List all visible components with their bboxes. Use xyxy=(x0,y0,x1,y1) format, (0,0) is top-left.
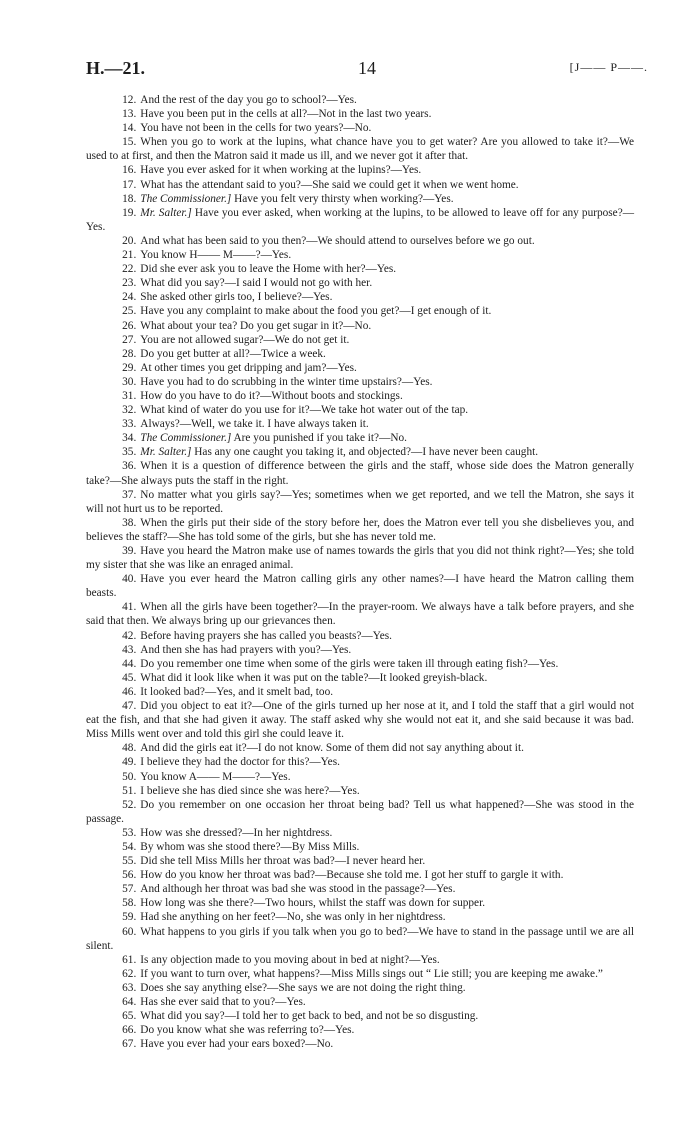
question-number: 36. xyxy=(122,460,137,473)
testimony-paragraph xyxy=(86,784,634,798)
question-answer-text: What happens to you girls if you talk when you go to bed?—We have to stand in the passage until we are all silent. xyxy=(86,925,634,952)
testimony-paragraph xyxy=(86,248,634,262)
question-number: 54. xyxy=(122,840,137,853)
testimony-paragraph xyxy=(86,347,634,361)
question-answer-text: What has the attendant said to you?—She said we could get it when we went home. xyxy=(140,178,519,191)
speaker-label: The Commissioner.] xyxy=(140,432,232,445)
testimony-paragraph xyxy=(86,798,634,826)
question-number: 51. xyxy=(122,784,137,797)
testimony-paragraph xyxy=(86,925,634,953)
question-number: 50. xyxy=(122,770,137,783)
testimony-paragraph xyxy=(86,657,634,671)
testimony-paragraph xyxy=(86,629,634,643)
question-number: 14. xyxy=(122,122,137,135)
question-number: 63. xyxy=(122,981,137,994)
question-answer-text: You know H—— M——?—Yes. xyxy=(140,249,292,262)
testimony-paragraph xyxy=(86,981,634,995)
question-answer-text: Did she ever ask you to leave the Home with her?—Yes. xyxy=(140,263,397,276)
testimony-paragraph xyxy=(86,770,634,784)
testimony-paragraph xyxy=(86,600,634,628)
question-answer-text: You know A—— M——?—Yes. xyxy=(140,770,291,783)
question-number: 56. xyxy=(122,869,137,882)
question-number: 22. xyxy=(122,263,137,276)
question-number: 33. xyxy=(122,418,137,431)
question-answer-text: Have you felt very thirsty when working?—Yes. xyxy=(234,192,454,205)
testimony-paragraph xyxy=(86,910,634,924)
testimony-paragraph xyxy=(86,361,634,375)
testimony-paragraph xyxy=(86,121,634,135)
question-answer-text: Have you any complaint to make about the food you get?—I get enough of it. xyxy=(140,305,492,318)
testimony-paragraph xyxy=(86,755,634,769)
testimony-paragraph xyxy=(86,671,634,685)
question-number: 15. xyxy=(122,136,137,149)
question-number: 13. xyxy=(122,108,137,121)
question-answer-text: Is any objection made to you moving about in bed at night?—Yes. xyxy=(140,953,440,966)
testimony-paragraph xyxy=(86,840,634,854)
testimony-paragraph xyxy=(86,206,634,234)
testimony-paragraph xyxy=(86,643,634,657)
question-answer-text: Does she say anything else?—She says we are not doing the right thing. xyxy=(140,981,466,994)
question-number: 40. xyxy=(122,573,137,586)
testimony-paragraph xyxy=(86,459,634,487)
testimony-paragraph xyxy=(86,896,634,910)
testimony-paragraph xyxy=(86,685,634,699)
question-answer-text: No matter what you girls say?—Yes; sometimes when we get reported, and we tell the Matron, she says it will not hurt us to be reported. xyxy=(86,488,634,515)
question-answer-text: By whom was she stood there?—By Miss Mills. xyxy=(140,840,360,853)
testimony-paragraph xyxy=(86,403,634,417)
question-number: 12. xyxy=(122,94,137,106)
question-answer-text: If you want to turn over, what happens?—Miss Mills sings out “ Lie still; you are keeping me awake.” xyxy=(140,967,603,980)
question-number: 31. xyxy=(122,389,137,402)
testimony-paragraph xyxy=(86,1009,634,1023)
testimony-paragraph xyxy=(86,163,634,177)
testimony-paragraph xyxy=(86,826,634,840)
question-number: 26. xyxy=(122,319,137,332)
question-answer-text: I believe they had the doctor for this?—Yes. xyxy=(140,756,340,769)
question-answer-text: What kind of water do you use for it?—We take hot water out of the tap. xyxy=(140,404,469,417)
question-answer-text: Have you ever heard the Matron calling girls any other names?—I have heard the Matron calling them beasts. xyxy=(86,573,634,600)
testimony-paragraph xyxy=(86,389,634,403)
testimony-paragraph xyxy=(86,178,634,192)
question-answer-text: Have you ever had your ears boxed?—No. xyxy=(140,1038,334,1051)
question-answer-text: And the rest of the day you go to school?—Yes. xyxy=(140,94,357,106)
question-answer-text: When all the girls have been together?—In the prayer-room. We always have a talk before prayers, and she said that then. We always bring up our grievances then. xyxy=(86,601,634,628)
testimony-paragraph xyxy=(86,882,634,896)
question-number: 17. xyxy=(122,178,137,191)
question-answer-text: Did you object to eat it?—One of the girls turned up her nose at it, and I told the staff that a girl would not eat the fish, and that she had given it away. The staff asked why she would not eat it, and she said because it was bad. Miss Mills went over and told this girl she could leave it. xyxy=(86,700,634,741)
question-answer-text: Have you heard the Matron make use of names towards the girls that you did not think right?—Yes; she told my sister that she was like an enraged animal. xyxy=(86,545,634,572)
testimony-paragraph xyxy=(86,1023,634,1037)
question-number: 44. xyxy=(122,657,137,670)
question-number: 45. xyxy=(122,671,137,684)
testimony-paragraph xyxy=(86,741,634,755)
question-answer-text: And did the girls eat it?—I do not know. Some of them did not say anything about it. xyxy=(140,742,524,755)
testimony-paragraph xyxy=(86,234,634,248)
question-number: 67. xyxy=(122,1038,137,1051)
question-answer-text: Had she anything on her feet?—No, she was only in her nightdress. xyxy=(140,911,446,924)
testimony-paragraph xyxy=(86,93,634,107)
question-number: 55. xyxy=(122,855,137,868)
question-answer-text: Has any one caught you taking it, and objected?—I have never been caught. xyxy=(194,446,539,459)
question-number: 46. xyxy=(122,685,137,698)
question-number: 58. xyxy=(122,897,137,910)
question-number: 28. xyxy=(122,347,137,360)
question-number: 66. xyxy=(122,1024,137,1037)
question-number: 64. xyxy=(122,996,137,1008)
testimony-paragraph xyxy=(86,967,634,981)
question-number: 39. xyxy=(122,545,137,557)
question-answer-text: You have not been in the cells for two years?—No. xyxy=(140,122,372,135)
testimony-paragraph xyxy=(86,107,634,121)
question-answer-text: She asked other girls too, I believe?—Yes. xyxy=(140,291,333,304)
question-answer-text: Have you had to do scrubbing in the winter time upstairs?—Yes. xyxy=(140,375,433,388)
testimony-paragraph xyxy=(86,276,634,290)
testimony-paragraph xyxy=(86,1037,634,1051)
question-number: 30. xyxy=(122,375,137,388)
question-answer-text: Do you know what she was referring to?—Yes. xyxy=(140,1024,355,1037)
question-number: 61. xyxy=(122,953,137,966)
question-number: 48. xyxy=(122,742,137,755)
question-number: 16. xyxy=(122,164,137,177)
page-number: 14 xyxy=(358,58,376,78)
question-answer-text: You are not allowed sugar?—We do not get it. xyxy=(140,333,350,346)
question-answer-text: Do you get butter at all?—Twice a week. xyxy=(140,347,326,360)
testimony-paragraph xyxy=(86,262,634,276)
question-answer-text: And although her throat was bad she was stood in the passage?—Yes. xyxy=(140,883,456,896)
question-number: 24. xyxy=(122,291,137,304)
question-answer-text: What about your tea? Do you get sugar in it?—No. xyxy=(140,319,372,332)
testimony-paragraph xyxy=(86,995,634,1009)
question-answer-text: And then she has had prayers with you?—Yes. xyxy=(140,643,352,656)
question-answer-text: Has she ever said that to you?—Yes. xyxy=(140,996,306,1008)
question-number: 42. xyxy=(122,629,137,642)
testimony-paragraph xyxy=(86,304,634,318)
question-answer-text: What did you say?—I told her to get back to bed, and not be so disgusting. xyxy=(140,1010,479,1023)
question-number: 25. xyxy=(122,305,137,318)
question-answer-text: At other times you get dripping and jam?—Yes. xyxy=(140,361,357,374)
question-answer-text: What did it look like when it was put on the table?—It looked greyish-black. xyxy=(140,671,488,684)
question-number: 29. xyxy=(122,361,137,374)
testimony-paragraph xyxy=(86,488,634,516)
testimony-paragraph xyxy=(86,431,634,445)
question-number: 32. xyxy=(122,404,137,417)
witness-initials: [J—— P——. xyxy=(569,60,648,74)
testimony-paragraph xyxy=(86,333,634,347)
question-number: 18. xyxy=(122,192,137,205)
question-answer-text: Do you remember on one occasion her throat being bad? Tell us what happened?—She was stood in the passage. xyxy=(86,798,634,825)
question-answer-text: Are you punished if you take it?—No. xyxy=(233,432,407,445)
question-answer-text: How do you have to do it?—Without boots and stockings. xyxy=(140,389,403,402)
testimony-paragraph xyxy=(86,572,634,600)
testimony-paragraph xyxy=(86,854,634,868)
question-answer-text: How was she dressed?—In her nightdress. xyxy=(140,826,333,839)
page-header xyxy=(86,58,648,84)
question-number: 49. xyxy=(122,756,137,769)
question-number: 57. xyxy=(122,883,137,896)
question-answer-text: It looked bad?—Yes, and it smelt bad, too. xyxy=(140,685,334,698)
question-number: 37. xyxy=(122,488,137,501)
question-answer-text: Have you ever asked, when working at the lupins, to be allowed to leave off for any purpose?—Yes. xyxy=(86,206,635,233)
question-number: 65. xyxy=(122,1010,137,1023)
question-answer-text: When it is a question of difference between the girls and the staff, whose side does the Matron generally take?—She always puts the staff in the right. xyxy=(86,460,634,487)
question-number: 53. xyxy=(122,826,137,839)
question-answer-text: How long was she there?—Two hours, whilst the staff was down for supper. xyxy=(140,897,486,910)
question-answer-text: What did you say?—I said I would not go with her. xyxy=(140,277,373,290)
question-number: 62. xyxy=(122,967,137,980)
speaker-label: The Commissioner.] xyxy=(140,192,232,205)
question-number: 21. xyxy=(122,249,137,262)
question-answer-text: Do you remember one time when some of the girls were taken ill through eating fish?—Yes. xyxy=(140,657,559,670)
question-number: 60. xyxy=(122,925,137,938)
testimony-paragraph xyxy=(86,192,634,206)
question-number: 27. xyxy=(122,333,137,346)
testimony-body xyxy=(86,93,634,1051)
testimony-paragraph xyxy=(86,375,634,389)
report-reference: H.—21. xyxy=(86,58,146,78)
testimony-paragraph xyxy=(86,953,634,967)
testimony-paragraph xyxy=(86,417,634,431)
testimony-paragraph xyxy=(86,319,634,333)
question-answer-text: Have you ever asked for it when working at the lupins?—Yes. xyxy=(140,164,422,177)
question-number: 34. xyxy=(122,432,137,445)
question-answer-text: When you go to work at the lupins, what chance have you to get water? Are you allowed to take it?—We used to at first, and then the Matron said it made us ill, and we never got it after that. xyxy=(86,136,634,163)
question-number: 35. xyxy=(122,446,137,459)
question-answer-text: How do you know her throat was bad?—Because she told me. I got her stuff to gargle it with. xyxy=(140,869,564,882)
question-number: 38. xyxy=(122,516,137,529)
question-number: 59. xyxy=(122,911,137,924)
testimony-paragraph xyxy=(86,516,634,544)
question-number: 41. xyxy=(122,601,137,614)
question-number: 23. xyxy=(122,277,137,290)
testimony-paragraph xyxy=(86,290,634,304)
question-answer-text: I believe she has died since she was here?—Yes. xyxy=(140,784,360,797)
question-number: 47. xyxy=(122,700,137,713)
question-answer-text: Have you been put in the cells at all?—Not in the last two years. xyxy=(140,108,432,121)
question-number: 20. xyxy=(122,234,137,247)
question-answer-text: And what has been said to you then?—We should attend to ourselves before we go out. xyxy=(140,234,535,247)
testimony-paragraph xyxy=(86,868,634,882)
question-answer-text: Always?—Well, we take it. I have always taken it. xyxy=(140,418,369,431)
testimony-paragraph xyxy=(86,544,634,572)
testimony-paragraph xyxy=(86,699,634,741)
testimony-paragraph xyxy=(86,135,634,163)
speaker-label: Mr. Salter.] xyxy=(140,446,192,459)
question-answer-text: When the girls put their side of the story before her, does the Matron ever tell you she disbelieves you, and believes the staff?—She has told some of the girls, but she has never told me. xyxy=(86,516,634,543)
question-answer-text: Before having prayers she has called you beasts?—Yes. xyxy=(140,629,392,642)
testimony-paragraph xyxy=(86,445,634,459)
question-answer-text: Did she tell Miss Mills her throat was bad?—I never heard her. xyxy=(140,855,426,868)
question-number: 19. xyxy=(122,206,137,219)
question-number: 43. xyxy=(122,643,137,656)
question-number: 52. xyxy=(122,798,137,811)
speaker-label: Mr. Salter.] xyxy=(140,206,192,219)
